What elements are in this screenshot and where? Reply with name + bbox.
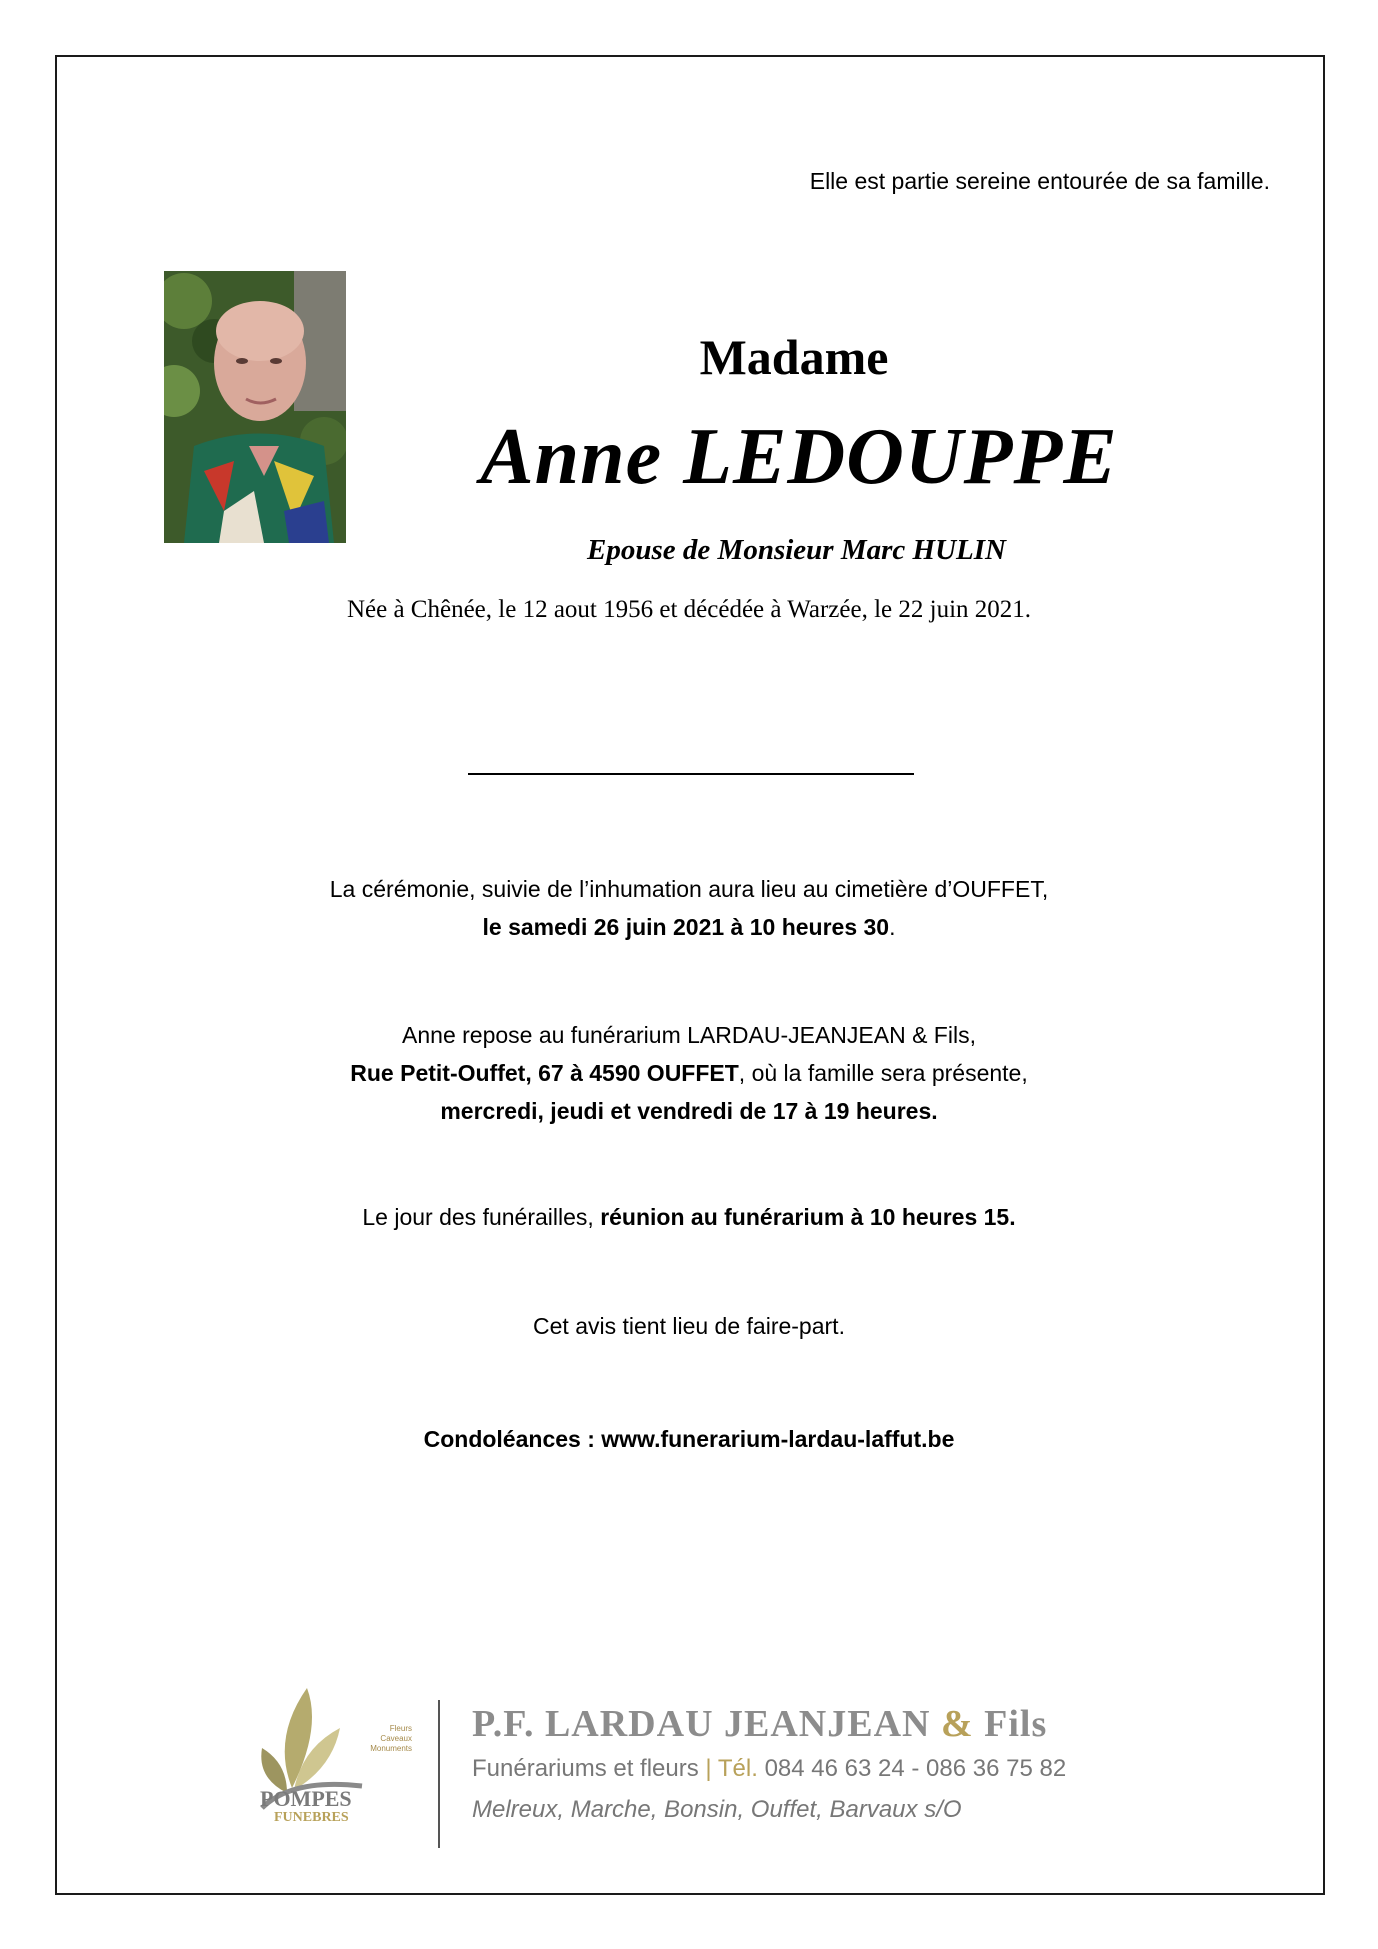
honorific-title: Madame bbox=[699, 329, 889, 385]
spouse-line: Epouse de Monsieur Marc HULIN bbox=[587, 534, 1006, 566]
footer-text-block bbox=[472, 1700, 1192, 1830]
deceased-name: Anne LEDOUPPE bbox=[480, 413, 1118, 501]
funeral-day-paragraph: Le jour des funérailles, réunion au funérarium à 10 heures 15. bbox=[362, 1204, 1016, 1230]
notice-text: Cet avis tient lieu de faire-part. bbox=[533, 1313, 845, 1339]
ceremony-line1: La cérémonie, suivie de l’inhumation aura lieu au cimetière d’OUFFET, bbox=[329, 876, 1049, 902]
company-services-phone: Funérariums et fleurs | Tél. 084 46 63 24 - 086 36 75 82 bbox=[472, 1755, 1067, 1782]
company-name: P.F. LARDAU JEANJEAN & Fils bbox=[472, 1703, 1048, 1745]
ceremony-date: le samedi 26 juin 2021 à 10 heures 30 bbox=[482, 914, 890, 940]
visitation-line1: Anne repose au funérarium LARDAU-JEANJEAN & Fils, bbox=[402, 1022, 976, 1048]
ceremony-paragraph: La cérémonie, suivie de l’inhumation aura lieu au cimetière d’OUFFET, le samedi 26 juin 2021 à 10 heures 30. bbox=[0, 870, 1378, 946]
company-locations: Melreux, Marche, Bonsin, Ouffet, Barvaux s/O bbox=[472, 1796, 962, 1823]
funeral-home-logo: Fleurs Caveaux Monuments POMPES FUNEBRES bbox=[232, 1668, 432, 1836]
footer-separator bbox=[438, 1700, 440, 1848]
intro-text: Elle est partie sereine entourée de sa famille. bbox=[809, 168, 1270, 194]
condolences-link[interactable]: Condoléances : www.funerarium-lardau-laffut.be bbox=[423, 1426, 955, 1452]
logo-word-funebres: FUNEBRES bbox=[274, 1810, 349, 1825]
logo-word-pompes: POMPES bbox=[260, 1786, 352, 1811]
funeral-day-meeting: réunion au funérarium à 10 heures 15. bbox=[600, 1204, 1016, 1230]
visitation-paragraph: Anne repose au funérarium LARDAU-JEANJEAN & Fils, Rue Petit-Ouffet, 67 à 4590 OUFFET, où la famille sera présente, mercredi, jeudi et vendredi de 17 à 19 heures. bbox=[0, 1016, 1378, 1130]
divider-line bbox=[468, 773, 914, 775]
birth-death-dates: Née à Chênée, le 12 aout 1956 et décédée à Warzée, le 22 juin 2021. bbox=[346, 596, 1032, 623]
visitation-address: Rue Petit-Ouffet, 67 à 4590 OUFFET bbox=[350, 1060, 739, 1086]
visitation-hours: mercredi, jeudi et vendredi de 17 à 19 heures. bbox=[440, 1098, 938, 1124]
